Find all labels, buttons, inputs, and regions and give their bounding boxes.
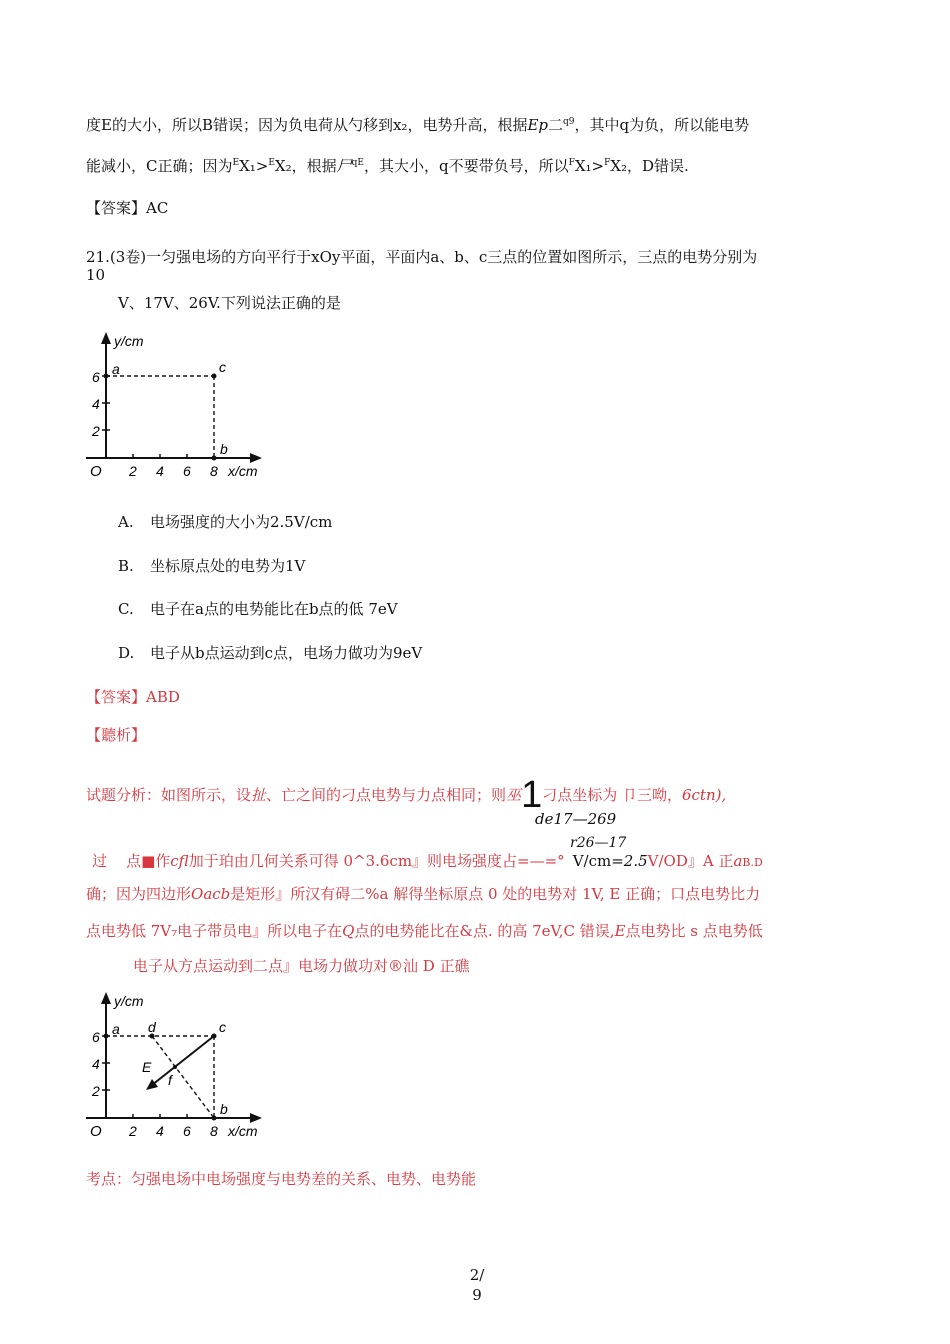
para1-line1 — [86, 114, 749, 135]
label-a: a — [112, 361, 120, 377]
analysis-line5: 电子从方点运动到二点』电场力做功对®汕 D 正礁 — [133, 957, 470, 975]
option-b — [118, 555, 305, 576]
label-b: b — [220, 1101, 228, 1117]
question-stem-cont2: V、17V、26V.下列说法正确的是 — [118, 294, 341, 312]
x-tick: 8 — [210, 463, 218, 479]
x-axis-arrow — [250, 1113, 262, 1123]
page-total: 9 — [472, 1286, 482, 1304]
analysis-big-glyph: 1 — [521, 774, 543, 816]
analysis-text: 是矩形』所汉有碍二%a 解得坐标原点 0 处的电势对 1V, E 正确；口点电势比力 — [230, 885, 761, 903]
x-tick: 4 — [156, 463, 164, 479]
answer: 【答案】ABD — [86, 688, 180, 706]
label-d: d — [148, 1019, 156, 1035]
para1-sup: E — [268, 158, 275, 168]
analysis-text: V/cm= — [572, 852, 624, 870]
para1-sup: q9 — [563, 117, 575, 127]
x-tick: 2 — [129, 1123, 137, 1139]
para1-text: X₂，D错误. — [610, 157, 689, 175]
para1-text: 度E的大小，所以B错误；因为负电荷从勺移到x₂，电势升高，根据 — [86, 116, 528, 134]
analysis-text: 点电势低 7V₇电子带员电』所以电子在 — [86, 922, 343, 940]
analysis-italic: 扯 — [251, 786, 267, 804]
para1-sup: qE — [351, 158, 364, 168]
option-text: 坐标原点处的电势为1V — [150, 557, 306, 575]
fraction-numerator-2: r26—17 — [570, 835, 627, 851]
point-c — [212, 1034, 217, 1039]
analysis-italic: 2.5 — [623, 852, 648, 870]
para1-text: X₁> — [239, 157, 269, 175]
answer-prev: 【答案】AC — [86, 199, 169, 217]
point-f — [173, 1065, 177, 1069]
fraction-numerator: de17—269 — [535, 810, 617, 828]
para1-line2 — [86, 155, 689, 176]
point-a — [104, 374, 109, 379]
y-axis-arrow — [101, 992, 111, 1004]
analysis-italic: cfl — [170, 852, 189, 870]
origin-label: O — [90, 1123, 102, 1140]
x-tick: 4 — [156, 1123, 164, 1139]
x-tick: 8 — [210, 1123, 218, 1139]
analysis-line2 — [92, 850, 763, 871]
origin-label: O — [90, 463, 102, 480]
label-f: f — [168, 1072, 172, 1088]
analysis-text: V/OD』A 正 — [647, 852, 734, 870]
y-tick: 6 — [92, 369, 100, 385]
option-c — [118, 598, 398, 619]
analysis-text: 点的电势能比在&点. 的高 7eV,C 错误, — [354, 922, 615, 940]
option-text: 电子从b点运动到c点，电场力做功为9eV — [150, 644, 423, 662]
option-text: 电场强度的大小为2.5V/cm — [150, 513, 333, 531]
label-c: c — [219, 359, 226, 375]
point-c — [212, 374, 217, 379]
y-tick: 6 — [92, 1029, 100, 1045]
label-b: b — [220, 441, 228, 457]
figure-2 — [84, 990, 274, 1145]
figure-1 — [84, 330, 274, 485]
analysis-italic: 6ctn), — [681, 786, 727, 804]
para1-text: ，其中q为负，所以能电势 — [574, 116, 750, 134]
point-a — [104, 1034, 109, 1039]
analysis-text: B.D — [742, 856, 763, 869]
analysis-italic: E — [614, 922, 626, 940]
analysis-text: 点电势比 s 点电势低 — [625, 922, 763, 940]
analysis-italic — [107, 852, 126, 870]
analysis-italic: Q — [342, 922, 355, 940]
analysis-text: 、亡之间的刁点电势与力点相同；则 — [266, 786, 507, 804]
analysis-line4 — [86, 920, 763, 941]
para1-text: ，其大小，q不要带负号，所以 — [363, 157, 569, 175]
y-axis-arrow — [101, 332, 111, 344]
para1-text: 能减小，C正确；因为 — [86, 157, 233, 175]
analysis-text: 确；因为四边形 — [86, 885, 192, 903]
analysis-text: 加于珀由几何关系可得 0^3.6cm』则电场强度占=—=° — [188, 852, 565, 870]
point-b — [212, 1116, 217, 1121]
y-tick: 4 — [92, 1056, 100, 1072]
x-axis-label: x/cm — [228, 1123, 258, 1139]
para1-ep: Ep — [527, 116, 549, 134]
y-tick: 2 — [92, 1083, 100, 1099]
option-key: B. — [118, 557, 134, 575]
analysis-line3 — [86, 883, 760, 904]
question-stem: 21.(3卷)一匀强电场的方向平行于xOy平面，平面内a、b、c三点的位置如图所示，三点的电势分别为 — [86, 248, 758, 266]
para1-text: X₂，根据 — [274, 157, 337, 175]
option-key: C. — [118, 600, 134, 618]
option-text: 电子在a点的电势能比在b点的低 7eV — [150, 600, 398, 618]
para1-sup: E — [232, 158, 240, 168]
x-tick: 6 — [183, 463, 191, 479]
label-e: E — [142, 1059, 152, 1075]
y-tick: 4 — [92, 396, 100, 412]
y-axis-label: y/cm — [114, 993, 144, 1009]
analysis-italic: a — [733, 852, 743, 870]
para1-text: 二 — [548, 116, 564, 134]
para1-text: X₁> — [574, 157, 605, 175]
analysis-text: 刁点坐标为 卩三呦， — [542, 786, 682, 804]
analysis-text: 过 — [92, 852, 108, 870]
analysis-italic: 巫 — [506, 786, 522, 804]
point-b — [212, 456, 217, 461]
analysis-text: 试题分析：如图所示，设 — [86, 786, 252, 804]
para1-italic: 尸 — [336, 157, 352, 175]
option-d — [118, 642, 422, 663]
x-axis-arrow — [250, 453, 262, 463]
analysis-line1 — [86, 774, 727, 816]
para1-sup: F — [604, 158, 611, 168]
x-tick: 2 — [129, 463, 137, 479]
label-c: c — [219, 1019, 226, 1035]
question-stem-cont: 10 — [86, 266, 106, 284]
x-axis-label: x/cm — [228, 463, 258, 479]
para1-sup: F — [568, 158, 575, 168]
y-axis-label: y/cm — [114, 333, 144, 349]
option-a — [118, 511, 332, 532]
y-tick: 2 — [92, 423, 100, 439]
analysis-italic: Oacb — [191, 885, 231, 903]
analysis-text: 点■作 — [126, 852, 171, 870]
label-a: a — [112, 1021, 120, 1037]
option-key: A. — [118, 513, 134, 531]
x-tick: 6 — [183, 1123, 191, 1139]
kaodian: 考点：匀强电场中电场强度与电势差的关系、电势、电势能 — [86, 1170, 477, 1188]
option-key: D. — [118, 644, 135, 662]
page-number: 2/ — [469, 1266, 485, 1284]
analysis-label: 【聽析】 — [86, 726, 147, 744]
